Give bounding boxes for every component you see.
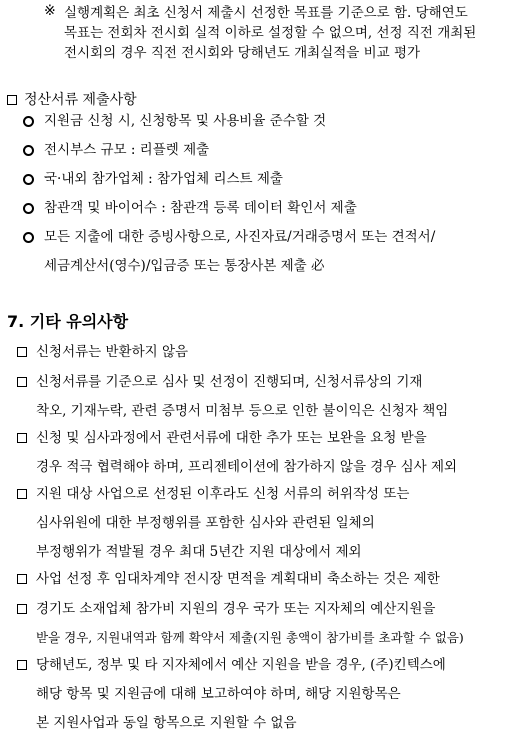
notice-item-6-line-2: 받을 경우, 지원내역과 함께 확약서 제출(지원 총액이 참가비를 초과할 수 없음): [36, 630, 464, 645]
notice-item-4-line-1: 지원 대상 사업으로 선정된 이후라도 신청 서류의 허위작성 또는: [36, 486, 410, 502]
notice-item-7-line-2: 해당 항목 및 지원금에 대해 보고하여야 하며, 해당 지원항목은: [36, 686, 401, 702]
checkbox-icon: [17, 433, 27, 443]
circle-bullet-icon: [23, 203, 34, 214]
checkbox-icon: [17, 604, 27, 614]
settlement-item-1: 지원금 신청 시, 신청항목 및 사용비율 준수할 것: [44, 113, 327, 129]
circle-bullet-icon: [23, 116, 34, 127]
settlement-item-3: 국·내외 참가업체 : 참가업체 리스트 제출: [44, 171, 283, 187]
checkbox-icon: [17, 377, 27, 387]
notice-item-2-line-2: 착오, 기재누락, 관련 증명서 미첨부 등으로 인한 불이익은 신청자 책임: [36, 403, 449, 419]
reference-mark-icon: ※: [44, 3, 56, 19]
notice-item-7-line-1: 당해년도, 정부 및 타 지자체에서 예산 지원을 받을 경우, (주)킨텍스에: [36, 657, 446, 673]
note-line-3: 전시회의 경우 직전 전시회와 당해년도 개최실적을 비교 평가: [64, 45, 421, 61]
checkbox-icon: [17, 347, 27, 357]
notice-item-3-line-2: 경우 적극 협력해야 하며, 프리젠테이션에 참가하지 않을 경우 심사 제외: [36, 459, 458, 475]
checkbox-icon: [17, 660, 27, 670]
notice-item-2-line-1: 신청서류를 기준으로 심사 및 선정이 진행되며, 신청서류상의 기재: [36, 374, 423, 390]
checkbox-icon: [17, 489, 27, 499]
note-line-1: 실행계획은 최초 신청서 제출시 선정한 목표를 기준으로 함. 당해연도: [64, 5, 468, 21]
section-heading: 7. 기타 유의사항: [7, 312, 129, 331]
notice-item-1: 신청서류는 반환하지 않음: [36, 344, 189, 360]
notice-item-6-line-1: 경기도 소재업체 참가비 지원의 경우 국가 또는 지자체의 예산지원을: [36, 601, 436, 617]
settlement-title: 정산서류 제출사항: [24, 92, 137, 108]
note-line-2: 목표는 전회차 전시회 실적 이하로 설정할 수 없으며, 선정 직전 개최된: [64, 25, 477, 41]
settlement-item-5-line-1: 모든 지출에 대한 증빙사항으로, 사진자료/거래증명서 또는 견적서/: [44, 229, 436, 245]
settlement-item-2: 전시부스 규모 : 리플렛 제출: [44, 142, 210, 158]
notice-item-4-line-3: 부정행위가 적발될 경우 최대 5년간 지원 대상에서 제외: [36, 544, 362, 560]
notice-item-4-line-2: 심사위원에 대한 부정행위를 포함한 심사와 관련된 일체의: [36, 515, 375, 531]
notice-item-5: 사업 선정 후 임대차계약 전시장 면적을 계획대비 축소하는 것은 제한: [36, 571, 440, 587]
notice-item-3-line-1: 신청 및 심사과정에서 관련서류에 대한 추가 또는 보완을 요청 받을: [36, 430, 427, 446]
settlement-item-4: 참관객 및 바이어수 : 참관객 등록 데이터 확인서 제출: [44, 200, 357, 216]
circle-bullet-icon: [23, 145, 34, 156]
notice-item-7-line-3: 본 지원사업과 동일 항목으로 지원할 수 없음: [36, 715, 297, 731]
checkbox-icon: [7, 95, 17, 105]
circle-bullet-icon: [23, 174, 34, 185]
settlement-item-5-line-2: 세금계산서(영수)/입금증 또는 통장사본 제출 必: [44, 258, 325, 274]
checkbox-icon: [17, 574, 27, 584]
circle-bullet-icon: [23, 232, 34, 243]
